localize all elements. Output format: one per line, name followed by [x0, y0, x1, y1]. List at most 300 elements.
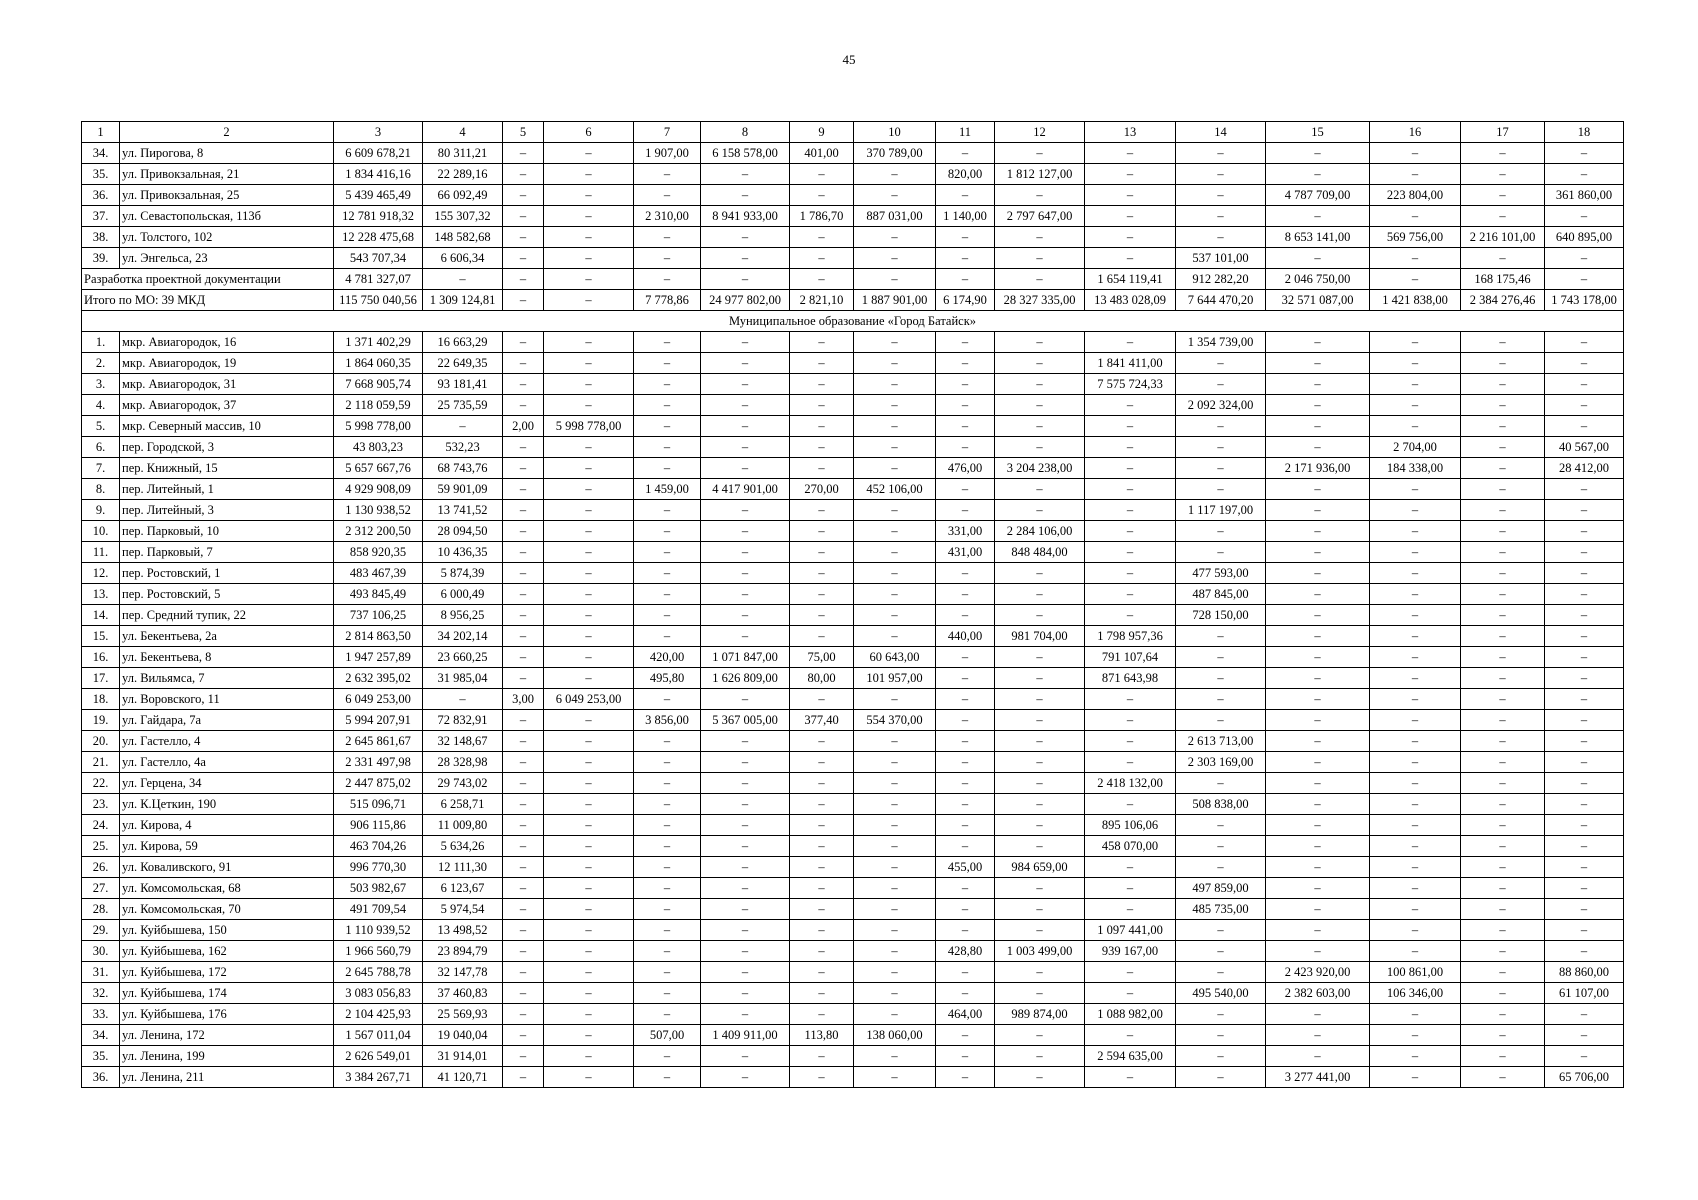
table-cell: – — [1461, 437, 1545, 458]
table-cell: 41 120,71 — [423, 1067, 503, 1088]
table-cell: – — [790, 521, 854, 542]
table-cell: – — [1266, 332, 1370, 353]
table-cell: – — [634, 1067, 701, 1088]
table-cell: 331,00 — [936, 521, 995, 542]
table-cell: 491 709,54 — [334, 899, 423, 920]
table-cell: ул. Бекентьева, 2а — [120, 626, 334, 647]
table-cell: 60 643,00 — [854, 647, 936, 668]
table-cell: – — [503, 878, 544, 899]
table-cell: – — [544, 731, 634, 752]
table-cell: – — [503, 563, 544, 584]
table-row — [82, 605, 1624, 626]
table-cell: – — [854, 920, 936, 941]
table-cell: – — [1085, 206, 1176, 227]
table-cell: – — [790, 773, 854, 794]
table-cell: – — [1545, 563, 1624, 584]
table-cell: – — [790, 374, 854, 395]
table-cell: – — [1370, 605, 1461, 626]
table-cell: – — [503, 332, 544, 353]
table-cell: – — [936, 878, 995, 899]
table-cell: 820,00 — [936, 164, 995, 185]
table-cell: 6 606,34 — [423, 248, 503, 269]
table-cell: – — [701, 353, 790, 374]
table-cell: – — [1545, 794, 1624, 815]
column-header: 9 — [790, 122, 854, 143]
table-row — [82, 227, 1624, 248]
table-cell: – — [1266, 689, 1370, 710]
table-cell: 989 874,00 — [995, 1004, 1085, 1025]
table-cell: 887 031,00 — [854, 206, 936, 227]
table-cell: – — [1545, 479, 1624, 500]
table-cell: 100 861,00 — [1370, 962, 1461, 983]
table-cell: – — [503, 794, 544, 815]
table-cell: 984 659,00 — [995, 857, 1085, 878]
table-cell: – — [1176, 227, 1266, 248]
table-cell: 485 735,00 — [1176, 899, 1266, 920]
table-cell: – — [854, 437, 936, 458]
table-cell: 569 756,00 — [1370, 227, 1461, 248]
table-cell: – — [1370, 647, 1461, 668]
table-cell: 5 994 207,91 — [334, 710, 423, 731]
table-cell: 18. — [82, 689, 120, 710]
table-cell: – — [1266, 500, 1370, 521]
table-cell: ул. Куйбышева, 176 — [120, 1004, 334, 1025]
table-cell: 22. — [82, 773, 120, 794]
table-cell: – — [1085, 794, 1176, 815]
column-header: 7 — [634, 122, 701, 143]
table-row — [82, 395, 1624, 416]
table-cell: – — [1461, 143, 1545, 164]
table-cell: – — [1176, 164, 1266, 185]
table-cell: 361 860,00 — [1545, 185, 1624, 206]
table-cell: 31 985,04 — [423, 668, 503, 689]
table-cell: 34 202,14 — [423, 626, 503, 647]
table-cell: – — [1545, 521, 1624, 542]
table-cell: 2. — [82, 353, 120, 374]
table-cell: 2 423 920,00 — [1266, 962, 1370, 983]
table-cell: 464,00 — [936, 1004, 995, 1025]
table-row — [82, 752, 1624, 773]
table-cell: – — [995, 668, 1085, 689]
table-cell: – — [701, 815, 790, 836]
table-cell: – — [1370, 668, 1461, 689]
table-cell: – — [1085, 563, 1176, 584]
table-cell: ул. Привокзальная, 21 — [120, 164, 334, 185]
table-cell: – — [1461, 899, 1545, 920]
section-title: Муниципальное образование «Город Батайск» — [82, 311, 1624, 332]
table-cell: 4 417 901,00 — [701, 479, 790, 500]
table-cell: – — [854, 815, 936, 836]
table-cell: – — [854, 773, 936, 794]
table-cell: – — [634, 794, 701, 815]
table-cell: ул. Бекентьева, 8 — [120, 647, 334, 668]
table-cell: – — [503, 773, 544, 794]
table-cell: – — [1461, 416, 1545, 437]
table-cell: – — [854, 1004, 936, 1025]
table-cell: – — [790, 815, 854, 836]
table-cell: – — [936, 836, 995, 857]
table-cell: – — [544, 248, 634, 269]
table-cell: ул. Толстого, 102 — [120, 227, 334, 248]
table-cell: – — [1176, 353, 1266, 374]
table-cell: – — [701, 962, 790, 983]
table-cell: 2 312 200,50 — [334, 521, 423, 542]
table-cell: 7. — [82, 458, 120, 479]
table-cell: – — [1085, 458, 1176, 479]
table-cell: ул. Энгельса, 23 — [120, 248, 334, 269]
table-cell: 420,00 — [634, 647, 701, 668]
table-cell: – — [503, 500, 544, 521]
table-cell: – — [936, 1067, 995, 1088]
table-cell: – — [1461, 542, 1545, 563]
table-cell: 2,00 — [503, 416, 544, 437]
table-cell: – — [544, 920, 634, 941]
table-cell: – — [790, 1067, 854, 1088]
table-cell: – — [854, 521, 936, 542]
table-cell: – — [1266, 836, 1370, 857]
table-cell: мкр. Северный массив, 10 — [120, 416, 334, 437]
table-cell: – — [936, 269, 995, 290]
total-row — [82, 290, 1624, 311]
table-cell: – — [1370, 563, 1461, 584]
table-cell: – — [701, 752, 790, 773]
table-cell: – — [1461, 1004, 1545, 1025]
table-cell: 14. — [82, 605, 120, 626]
table-cell: – — [854, 542, 936, 563]
table-row — [82, 353, 1624, 374]
table-cell: 11. — [82, 542, 120, 563]
table-cell: – — [1545, 332, 1624, 353]
table-cell: – — [544, 227, 634, 248]
table-cell: – — [1545, 731, 1624, 752]
table-cell: 155 307,32 — [423, 206, 503, 227]
table-cell: 15. — [82, 626, 120, 647]
table-cell: – — [1266, 878, 1370, 899]
table-cell: – — [1370, 500, 1461, 521]
table-cell: – — [701, 374, 790, 395]
table-cell: – — [1266, 899, 1370, 920]
table-cell: 483 467,39 — [334, 563, 423, 584]
table-cell: 23. — [82, 794, 120, 815]
table-row — [82, 731, 1624, 752]
table-cell: – — [634, 941, 701, 962]
table-cell: – — [1461, 605, 1545, 626]
table-cell: 8 653 141,00 — [1266, 227, 1370, 248]
table-cell: – — [503, 647, 544, 668]
table-cell: – — [1176, 1067, 1266, 1088]
table-cell: – — [544, 773, 634, 794]
table-cell: – — [995, 353, 1085, 374]
table-cell: 1 567 011,04 — [334, 1025, 423, 1046]
table-cell: – — [1461, 248, 1545, 269]
table-cell: – — [503, 1067, 544, 1088]
table-cell: 1 654 119,41 — [1085, 269, 1176, 290]
table-cell: 138 060,00 — [854, 1025, 936, 1046]
table-cell: – — [634, 521, 701, 542]
table-cell: 1 459,00 — [634, 479, 701, 500]
table-cell: 515 096,71 — [334, 794, 423, 815]
table-cell: – — [854, 941, 936, 962]
table-row — [82, 332, 1624, 353]
table-cell: – — [854, 416, 936, 437]
table-cell: – — [1545, 353, 1624, 374]
table-cell: – — [1370, 752, 1461, 773]
table-row — [82, 836, 1624, 857]
table-cell: – — [854, 962, 936, 983]
table-cell: – — [936, 584, 995, 605]
table-cell: – — [1461, 983, 1545, 1004]
table-cell: – — [701, 626, 790, 647]
table-cell: – — [1545, 815, 1624, 836]
table-cell: 1 887 901,00 — [854, 290, 936, 311]
table-cell: – — [701, 941, 790, 962]
table-cell: 35. — [82, 1046, 120, 1067]
table-cell: – — [503, 605, 544, 626]
table-cell: – — [790, 416, 854, 437]
table-cell: – — [544, 395, 634, 416]
table-cell: – — [854, 185, 936, 206]
table-cell: – — [854, 626, 936, 647]
table-cell: – — [1266, 941, 1370, 962]
table-cell: ул. Ленина, 211 — [120, 1067, 334, 1088]
table-cell: – — [1176, 668, 1266, 689]
table-cell: – — [544, 962, 634, 983]
table-cell: – — [1176, 689, 1266, 710]
table-cell: пер. Книжный, 15 — [120, 458, 334, 479]
table-cell: – — [1085, 542, 1176, 563]
table-cell: – — [1370, 836, 1461, 857]
table-cell: 40 567,00 — [1545, 437, 1624, 458]
table-cell: – — [1176, 458, 1266, 479]
table-cell: – — [1266, 731, 1370, 752]
table-cell: – — [544, 1025, 634, 1046]
table-cell: – — [1461, 206, 1545, 227]
table-cell: 13 498,52 — [423, 920, 503, 941]
table-cell: 5 974,54 — [423, 899, 503, 920]
table-cell: – — [503, 290, 544, 311]
table-cell: – — [854, 563, 936, 584]
table-cell: 377,40 — [790, 710, 854, 731]
table-cell: – — [936, 983, 995, 1004]
table-cell: – — [544, 332, 634, 353]
table-cell: – — [1461, 374, 1545, 395]
table-cell: 2 797 647,00 — [995, 206, 1085, 227]
table-row — [82, 185, 1624, 206]
column-header: 2 — [120, 122, 334, 143]
table-cell: 2 814 863,50 — [334, 626, 423, 647]
table-cell: – — [544, 563, 634, 584]
table-cell: – — [423, 689, 503, 710]
table-cell: – — [1085, 752, 1176, 773]
table-cell: – — [701, 1004, 790, 1025]
table-cell: 6. — [82, 437, 120, 458]
table-cell: – — [1370, 269, 1461, 290]
table-row — [82, 962, 1624, 983]
table-cell: – — [634, 1004, 701, 1025]
table-cell: – — [936, 143, 995, 164]
table-cell: – — [634, 962, 701, 983]
table-cell: 68 743,76 — [423, 458, 503, 479]
table-cell: – — [936, 920, 995, 941]
table-cell: – — [1085, 332, 1176, 353]
table-cell: – — [701, 563, 790, 584]
table-cell: – — [503, 374, 544, 395]
table-row — [82, 920, 1624, 941]
table-cell: 113,80 — [790, 1025, 854, 1046]
table-cell: 38. — [82, 227, 120, 248]
table-cell: 532,23 — [423, 437, 503, 458]
table-cell: – — [854, 605, 936, 626]
table-cell: – — [854, 878, 936, 899]
table-cell: – — [1176, 647, 1266, 668]
table-cell: 1 130 938,52 — [334, 500, 423, 521]
table-cell: – — [634, 689, 701, 710]
table-cell: – — [1085, 605, 1176, 626]
column-header: 6 — [544, 122, 634, 143]
table-cell: – — [936, 710, 995, 731]
table-cell: – — [1461, 1067, 1545, 1088]
table-cell: – — [1266, 395, 1370, 416]
table-cell: – — [503, 248, 544, 269]
table-cell: – — [1085, 857, 1176, 878]
table-cell: – — [1370, 857, 1461, 878]
table-cell: – — [936, 1025, 995, 1046]
table-cell: 19 040,04 — [423, 1025, 503, 1046]
table-cell: 28 094,50 — [423, 521, 503, 542]
table-cell: – — [1545, 374, 1624, 395]
table-cell: – — [503, 143, 544, 164]
table-cell: мкр. Авиагородок, 19 — [120, 353, 334, 374]
table-cell: – — [634, 395, 701, 416]
table-cell: – — [1461, 563, 1545, 584]
table-row — [82, 1004, 1624, 1025]
table-cell: – — [790, 899, 854, 920]
table-cell: – — [634, 584, 701, 605]
table-cell: 8 941 933,00 — [701, 206, 790, 227]
table-cell: 981 704,00 — [995, 626, 1085, 647]
table-cell: – — [1085, 437, 1176, 458]
table-cell: – — [1266, 542, 1370, 563]
table-cell: – — [1085, 899, 1176, 920]
table-row — [82, 416, 1624, 437]
table-cell: – — [544, 1004, 634, 1025]
table-cell: – — [936, 752, 995, 773]
table-cell: – — [1370, 395, 1461, 416]
table-cell: 2 092 324,00 — [1176, 395, 1266, 416]
table-cell: 2 645 788,78 — [334, 962, 423, 983]
table-cell: – — [701, 605, 790, 626]
table-cell: – — [634, 185, 701, 206]
column-header: 18 — [1545, 122, 1624, 143]
table-cell: – — [634, 773, 701, 794]
table-cell: – — [503, 1004, 544, 1025]
table-cell: – — [995, 836, 1085, 857]
table-cell: 495,80 — [634, 668, 701, 689]
column-header: 12 — [995, 122, 1085, 143]
table-cell: 476,00 — [936, 458, 995, 479]
table-cell: 2 171 936,00 — [1266, 458, 1370, 479]
table-row — [82, 857, 1624, 878]
table-cell: – — [1176, 857, 1266, 878]
table-cell: – — [1370, 521, 1461, 542]
table-cell: – — [790, 227, 854, 248]
table-cell: 6 158 578,00 — [701, 143, 790, 164]
table-cell: – — [995, 899, 1085, 920]
table-cell: – — [1370, 689, 1461, 710]
table-cell: – — [1461, 962, 1545, 983]
table-cell: пер. Литейный, 3 — [120, 500, 334, 521]
table-cell: – — [1461, 689, 1545, 710]
table-cell: – — [790, 458, 854, 479]
table-cell: – — [995, 878, 1085, 899]
table-cell: 2 418 132,00 — [1085, 773, 1176, 794]
table-cell: 3,00 — [503, 689, 544, 710]
table-cell: – — [936, 185, 995, 206]
table-cell: – — [634, 416, 701, 437]
table-cell: – — [544, 374, 634, 395]
table-cell: – — [1266, 1004, 1370, 1025]
table-cell: – — [854, 689, 936, 710]
table-cell: – — [1085, 185, 1176, 206]
table-cell: 4 781 327,07 — [334, 269, 423, 290]
table-row — [82, 626, 1624, 647]
table-cell: – — [1461, 521, 1545, 542]
table-cell: – — [503, 164, 544, 185]
table-cell: – — [1370, 248, 1461, 269]
table-cell: – — [936, 374, 995, 395]
table-cell: – — [701, 731, 790, 752]
table-cell: – — [995, 773, 1085, 794]
table-cell: ул. Ленина, 199 — [120, 1046, 334, 1067]
table-cell: – — [544, 542, 634, 563]
table-cell: – — [790, 248, 854, 269]
table-cell: – — [854, 500, 936, 521]
table-cell: ул. Куйбышева, 162 — [120, 941, 334, 962]
table-cell: – — [1545, 899, 1624, 920]
table-cell: 2 704,00 — [1370, 437, 1461, 458]
table-cell: – — [634, 248, 701, 269]
table-cell: – — [936, 899, 995, 920]
table-cell: 640 895,00 — [1545, 227, 1624, 248]
table-row — [82, 248, 1624, 269]
table-cell: – — [936, 437, 995, 458]
table-cell: – — [1085, 689, 1176, 710]
table-cell: 5 634,26 — [423, 836, 503, 857]
table-cell: – — [1545, 626, 1624, 647]
table-cell: – — [1370, 206, 1461, 227]
table-cell: – — [544, 752, 634, 773]
table-cell: – — [1266, 794, 1370, 815]
table-cell: 537 101,00 — [1176, 248, 1266, 269]
table-cell: – — [634, 731, 701, 752]
table-cell: – — [1370, 920, 1461, 941]
table-cell: – — [701, 689, 790, 710]
table-cell: – — [701, 458, 790, 479]
table-cell: 1 003 499,00 — [995, 941, 1085, 962]
table-cell: – — [1266, 479, 1370, 500]
table-cell: пер. Ростовский, 1 — [120, 563, 334, 584]
table-cell: – — [790, 269, 854, 290]
table-cell: – — [1266, 143, 1370, 164]
table-cell: 2 613 713,00 — [1176, 731, 1266, 752]
table-cell: 452 106,00 — [854, 479, 936, 500]
table-cell: – — [701, 899, 790, 920]
table-cell: 12 228 475,68 — [334, 227, 423, 248]
table-cell: 495 540,00 — [1176, 983, 1266, 1004]
table-cell: – — [1370, 878, 1461, 899]
table-cell: – — [701, 437, 790, 458]
table-cell: – — [790, 437, 854, 458]
